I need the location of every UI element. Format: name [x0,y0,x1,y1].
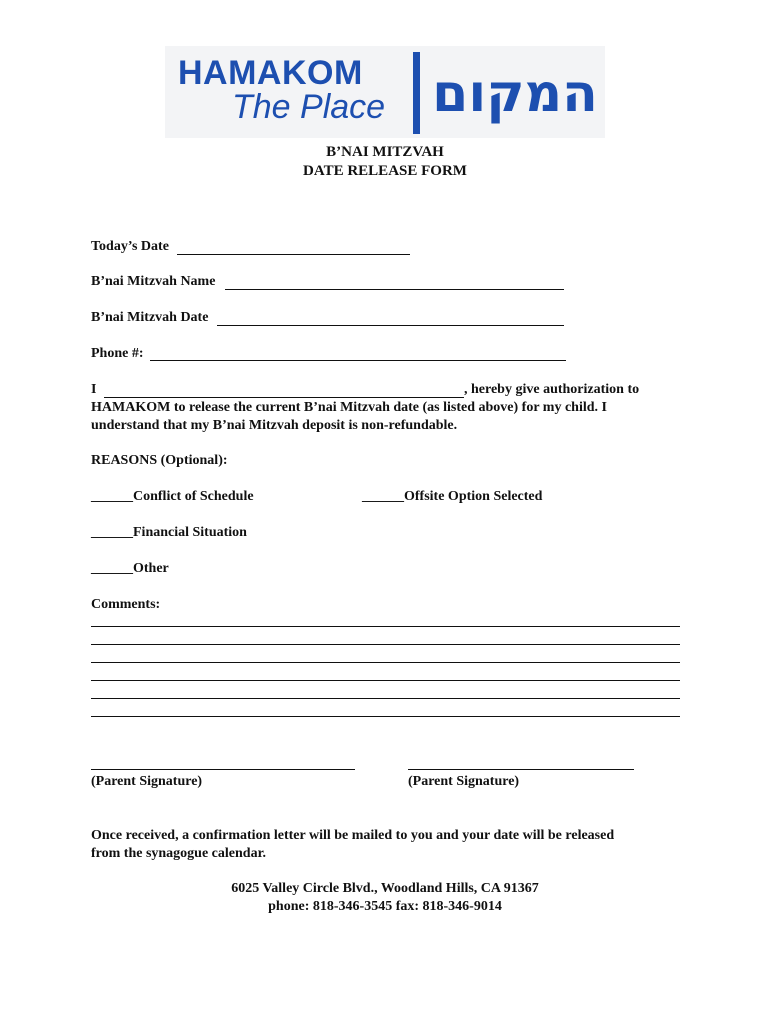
reasons-heading: REASONS (Optional): [91,453,228,468]
parent-signature-label-right: (Parent Signature) [408,774,520,789]
authorization-line2: HAMAKOM to release the current B’nai Mitzvah date (as listed above) for my child. I [91,400,607,415]
mitzvah-name-field[interactable] [225,289,564,290]
logo-subtitle: The Place [232,88,386,126]
parent-signature-line-right[interactable] [408,769,634,770]
authorization-suffix: , hereby give authorization to [464,382,640,397]
authorization-line3: understand that my B’nai Mitzvah deposit is non-refundable. [91,418,458,433]
comment-line[interactable] [91,716,680,717]
phone-label: Phone #: [91,346,144,361]
logo-name-english: HAMAKOM [178,54,363,92]
reason-financial[interactable]: ______Financial Situation [91,525,247,540]
notice-line1: Once received, a confirmation letter will be mailed to you and your date will be released [91,828,615,843]
authorizer-name-field[interactable] [104,397,464,398]
comment-line[interactable] [91,698,680,699]
form-title-line1: B’NAI MITZVAH [326,144,444,160]
form-title-line2: DATE RELEASE FORM [303,163,467,179]
mitzvah-date-label: B’nai Mitzvah Date [91,310,209,325]
comment-line[interactable] [91,644,680,645]
parent-signature-line-left[interactable] [91,769,355,770]
comments-label: Comments: [91,597,161,612]
reason-conflict[interactable]: ______Conflict of Schedule [91,489,254,504]
reason-offsite[interactable]: ______Offsite Option Selected [362,489,543,504]
reason-other[interactable]: ______Other [91,561,169,576]
footer-address: 6025 Valley Circle Blvd., Woodland Hills, CA 91367 [231,881,539,896]
footer-phones: phone: 818-346-3545 fax: 818-346-9014 [268,899,502,914]
mitzvah-name-label: B’nai Mitzvah Name [91,274,216,289]
comment-line[interactable] [91,680,680,681]
phone-field[interactable] [150,360,566,361]
authorization-prefix: I [91,382,97,397]
todays-date-field[interactable] [177,254,410,255]
comment-line[interactable] [91,626,680,627]
logo-name-hebrew: המקום [432,64,598,124]
todays-date-label: Today’s Date [91,239,169,254]
comment-line[interactable] [91,662,680,663]
mitzvah-date-field[interactable] [217,325,564,326]
logo-divider [413,52,420,134]
notice-line2: from the synagogue calendar. [91,846,266,861]
parent-signature-label-left: (Parent Signature) [91,774,203,789]
